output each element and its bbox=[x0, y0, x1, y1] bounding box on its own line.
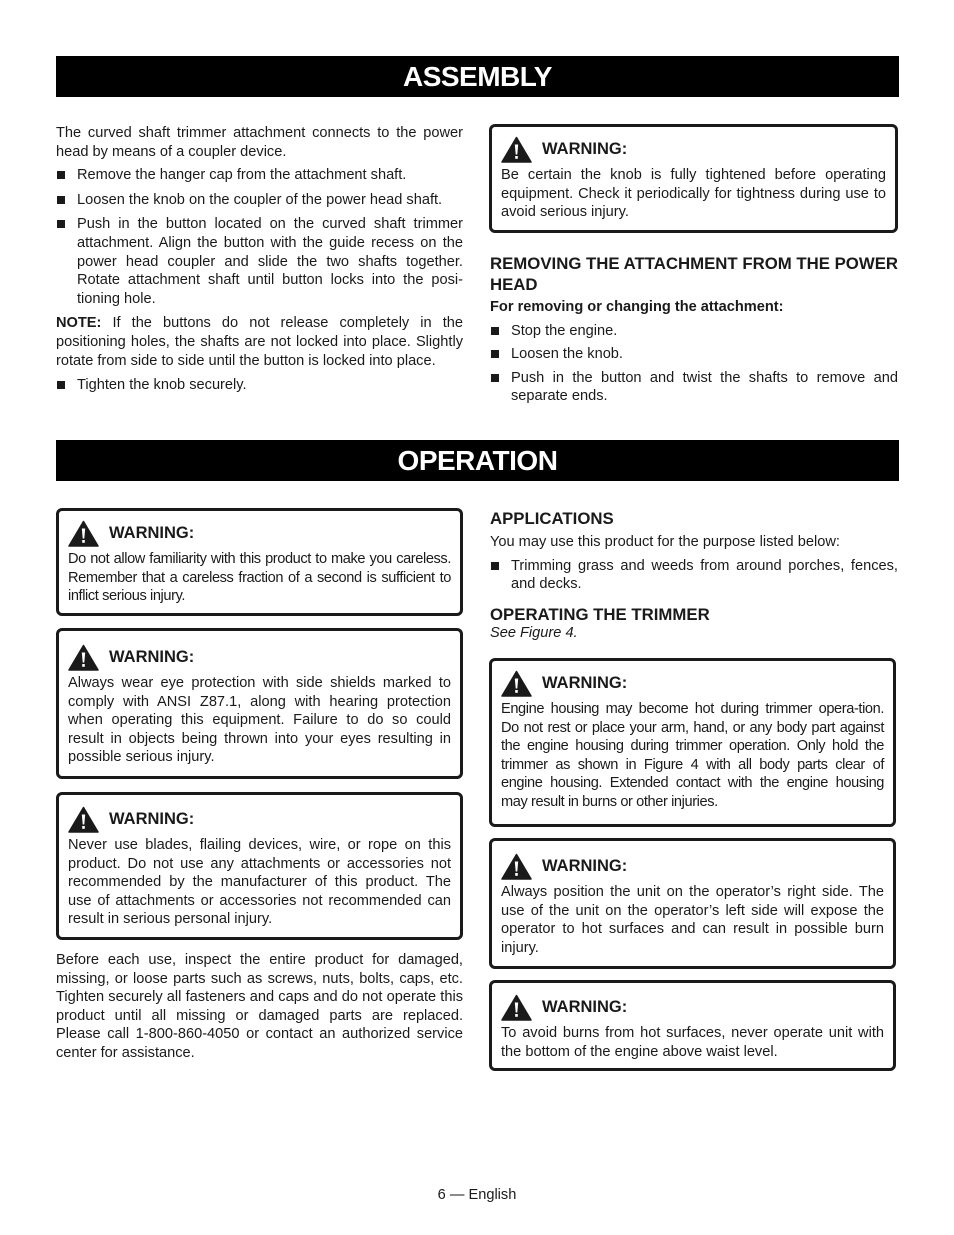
removing-heading: REMOVING THE ATTACHMENT FROM THE POWER HEAD bbox=[490, 254, 899, 294]
square-bullet-icon bbox=[491, 562, 499, 570]
removing-steps bbox=[490, 322, 898, 406]
warning-text: Engine housing may become hot during trimmer opera-tion. Do not rest or place your arm, hand, or any body part against the engine housing during trimmer operation. Only hold the trimmer as shown in Figure 4 with all body parts clear of engine housing. Extended contact with the engine housing may result in burns or other injuries. bbox=[501, 701, 884, 810]
removing-section bbox=[490, 253, 898, 406]
note-text: If the buttons do not release completely in the positioning holes, the shafts are not locked into place. Slightly rotate from side to side until the button is locked into place. bbox=[56, 315, 463, 369]
warning-text: To avoid burns from hot surfaces, never operate unit with the bottom of the engine above waist level. bbox=[501, 1025, 884, 1060]
warning-title: WARNING: bbox=[109, 809, 195, 828]
warning-text: Be certain the knob is fully tightened before operating equipment. Check it periodically for tightness during use to avoid serious injury. bbox=[501, 167, 886, 221]
assembly-intro: The curved shaft trimmer attachment connects to the power head by means of a coupler device. bbox=[56, 125, 463, 160]
assembly-title: ASSEMBLY bbox=[402, 61, 552, 92]
warning-text: Never use blades, flailing devices, wire, or rope on this product. Do not use any attachments or accessories not recommended by the manufacturer of this product. The use of attachments or accessories not recommended can result in serious personal injury. bbox=[68, 837, 451, 928]
warning-text: Always position the unit on the operator’s right side. The use of the unit on the operator’s left side will expose the operator to hot surfaces and can result in possible burn injury. bbox=[501, 884, 884, 956]
warning-triangle-icon bbox=[68, 644, 99, 671]
operating-heading: OPERATING THE TRIMMER bbox=[490, 604, 710, 624]
warning-title: WARNING: bbox=[109, 523, 195, 542]
list-item: Stop the engine. bbox=[490, 322, 898, 341]
square-bullet-icon bbox=[57, 381, 65, 389]
note-label: NOTE: bbox=[56, 315, 102, 332]
square-bullet-icon bbox=[57, 171, 65, 179]
applications-heading: APPLICATIONS bbox=[490, 509, 614, 528]
square-bullet-icon bbox=[491, 327, 499, 335]
applications-intro: You may use this product for the purpose listed below: bbox=[490, 534, 840, 550]
inspect-paragraph: Before each use, inspect the entire product for damaged, missing, or loose parts such as screws, nuts, bolts, caps, etc. Tighten securely all fasteners and caps and do not operate this product until all missing or damaged parts are replaced. Please call 1-800-860-4050 or contact an authorized service center for assistance. bbox=[56, 952, 463, 1061]
square-bullet-icon bbox=[491, 374, 499, 382]
square-bullet-icon bbox=[57, 196, 65, 204]
warning-triangle-icon bbox=[501, 670, 532, 697]
warning-text: Do not allow familiarity with this product to make you careless. Remember that a careless fraction of a second is sufficient to inflict serious injury. bbox=[68, 551, 451, 605]
warning-triangle-icon bbox=[68, 806, 99, 833]
warning-triangle-icon bbox=[501, 853, 532, 880]
assembly-note bbox=[56, 314, 463, 370]
warning-triangle-icon bbox=[501, 136, 532, 163]
removing-subheading: For removing or changing the attachment: bbox=[490, 299, 784, 315]
warning-title: WARNING: bbox=[542, 856, 628, 875]
operation-warning-box bbox=[56, 508, 463, 616]
list-item: Remove the hanger cap from the attachment shaft. bbox=[56, 166, 463, 185]
page-footer: 6 — English bbox=[437, 1187, 517, 1203]
operation-warning-box bbox=[489, 980, 896, 1071]
warning-triangle-icon bbox=[68, 520, 99, 547]
see-figure-text: See Figure 4. bbox=[490, 624, 578, 641]
list-item: Loosen the knob on the coupler of the power head shaft. bbox=[56, 191, 463, 210]
operation-warning-box bbox=[489, 658, 896, 827]
list-item: Tighten the knob securely. bbox=[56, 376, 463, 395]
assembly-warning-box bbox=[489, 124, 898, 233]
warning-title: WARNING: bbox=[542, 139, 628, 158]
warning-text: Always wear eye protection with side shields marked to comply with ANSI Z87.1, along with hearing protection when operating this equipment. Failure to do so could result in objects being thrown into your eyes resulting in possible serious injury. bbox=[68, 675, 451, 766]
operation-title: OPERATION bbox=[397, 445, 558, 476]
operation-banner bbox=[56, 440, 899, 481]
operation-warning-box bbox=[56, 792, 463, 940]
warning-title: WARNING: bbox=[542, 673, 628, 692]
list-item: Loosen the knob. bbox=[490, 345, 898, 364]
warning-triangle-icon bbox=[501, 994, 532, 1021]
assembly-banner bbox=[56, 56, 899, 97]
operation-warning-box bbox=[489, 838, 896, 969]
square-bullet-icon bbox=[491, 350, 499, 358]
assembly-steps bbox=[56, 166, 463, 308]
square-bullet-icon bbox=[57, 220, 65, 228]
warning-title: WARNING: bbox=[542, 997, 628, 1016]
warning-title: WARNING: bbox=[109, 647, 195, 666]
assembly-final-steps bbox=[56, 376, 463, 395]
applications-section bbox=[490, 508, 898, 642]
list-item: Push in the button located on the curved shaft trimmer attachment. Align the button with the guide recess on the power head coupler and slide the two shafts together. Rotate attachment shaft until button locks into the posi-tioning hole. bbox=[56, 215, 463, 308]
assembly-left-column bbox=[56, 124, 463, 395]
list-item: Push in the button and twist the shafts to remove and separate ends. bbox=[490, 369, 898, 406]
list-item: Trimming grass and weeds from around porches, fences, and decks. bbox=[490, 557, 898, 594]
applications-list bbox=[490, 557, 898, 594]
operation-warning-box bbox=[56, 628, 463, 779]
